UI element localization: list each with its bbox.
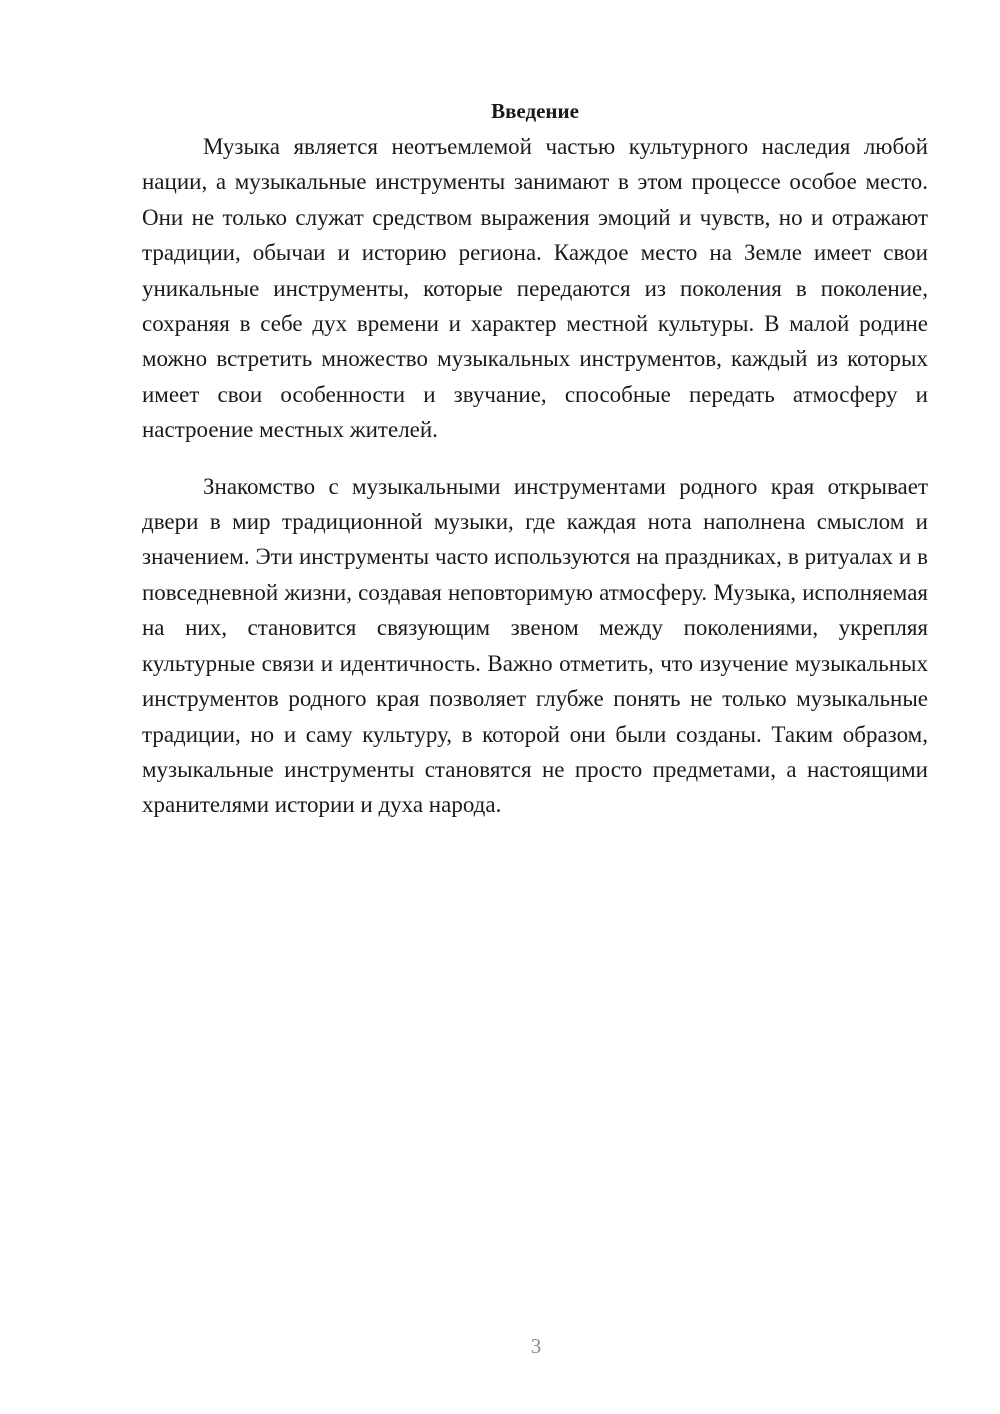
page-content bbox=[142, 96, 928, 823]
section-heading: Введение bbox=[491, 99, 579, 123]
paragraph-intro: Музыка является неотъемлемой частью культурного наследия любой нации, а музыкальные инструменты занимают в этом процессе особое место. Они не только служат средством выражения эмоций и чувств, но и отражают традиции, обычаи и историю региона. Каждое место на Земле имеет свои уникальные инструменты, которые передаются из поколения в поколение, сохраняя в себе дух времени и характер местной культуры. В малой родине можно встретить множество музыкальных инструментов, каждый из которых имеет свои особенности и звучание, способные передать атмосферу и настроение местных жителей. bbox=[142, 134, 928, 443]
page-number: 3 bbox=[530, 1334, 542, 1358]
paragraph-second: Знакомство с музыкальными инструментами родного края открывает двери в мир традиционной музыки, где каждая нота наполнена смыслом и значением. Эти инструменты часто используются на праздниках, в ритуалах и в повседневной жизни, создавая неповторимую атмосферу. Музыка, исполняемая на них, становится связующим звеном между поколениями, укрепляя культурные связи и идентичность. Важно отметить, что изучение музыкальных инструментов родного края позволяет глубже понять не только музыкальные традиции, но и саму культуру, в которой они были созданы. Таким образом, музыкальные инструменты становятся не просто предметами, а настоящими хранителями истории и духа народа. bbox=[142, 473, 928, 818]
